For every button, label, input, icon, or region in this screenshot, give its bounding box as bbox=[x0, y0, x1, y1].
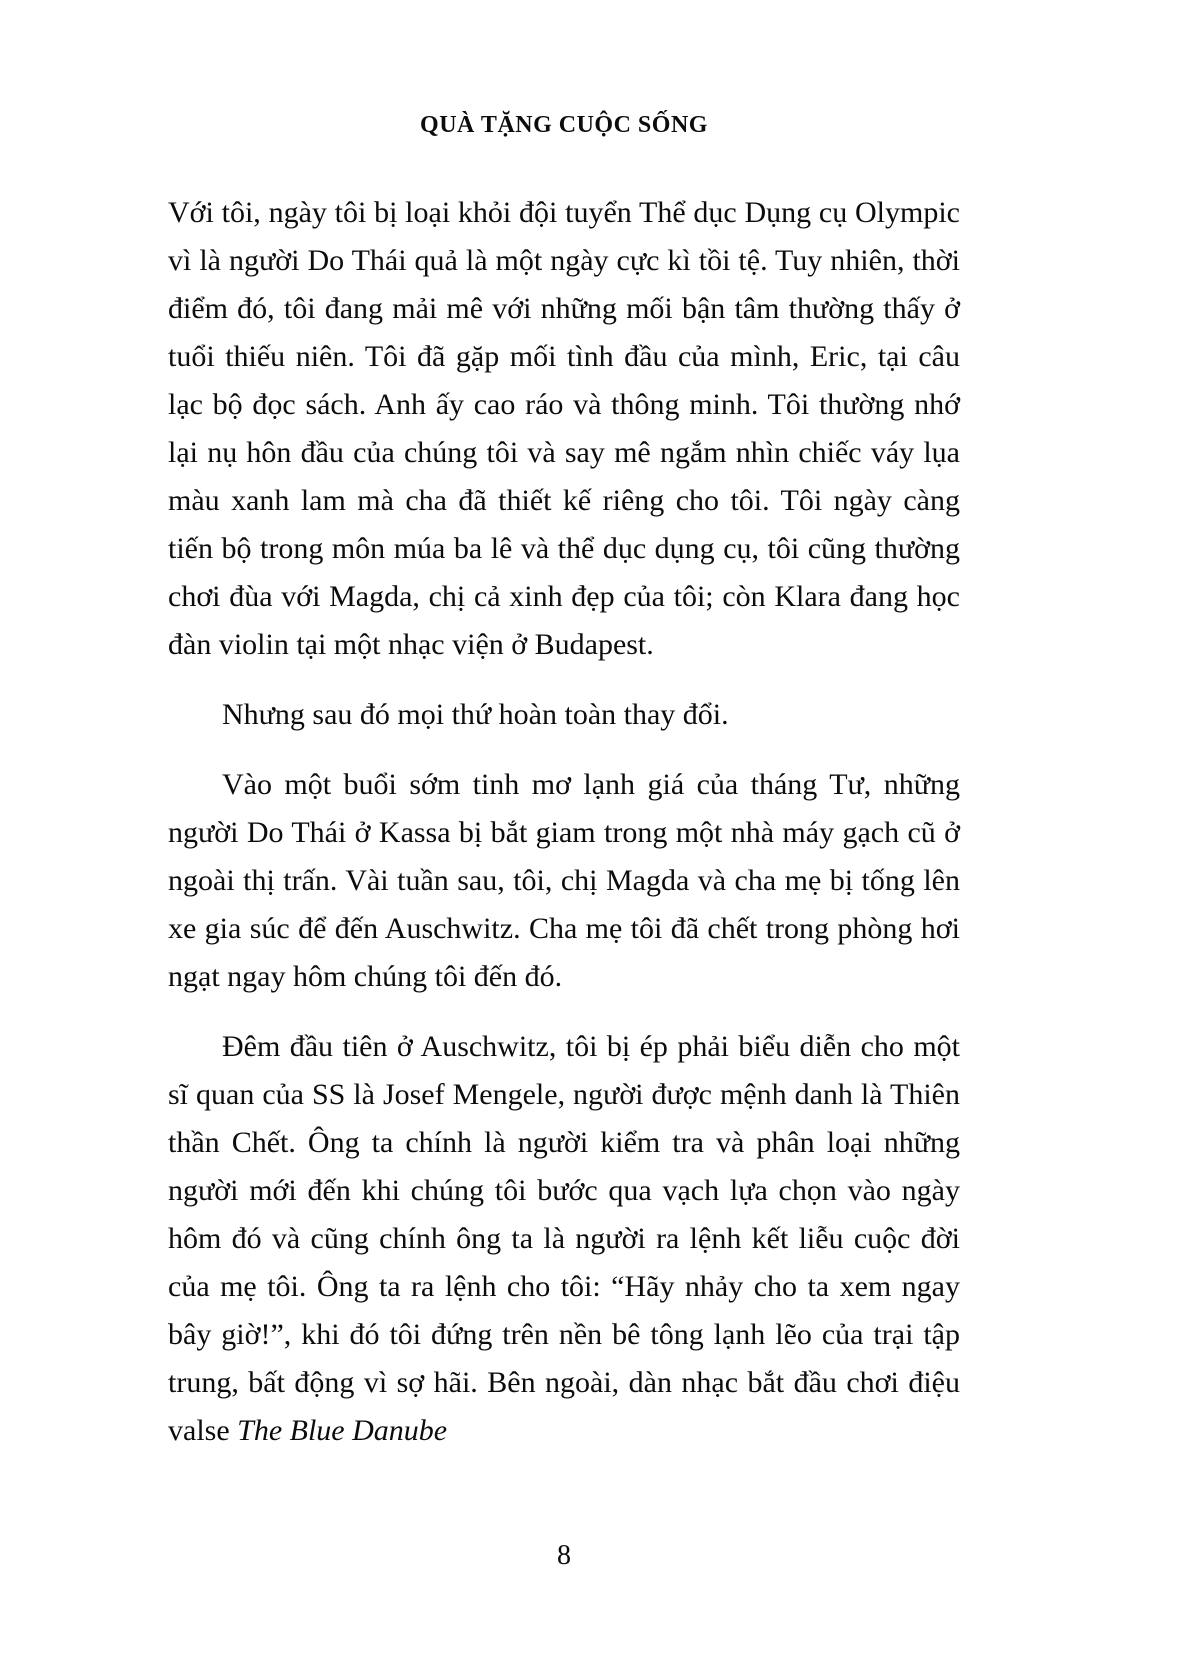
paragraph bbox=[168, 189, 960, 669]
paragraph-text: Nhưng sau đó mọi thứ hoàn toàn thay đổi. bbox=[222, 698, 729, 731]
paragraph-text: Đêm đầu tiên ở Auschwitz, tôi bị ép phải biểu diễn cho một sĩ quan của SS là Josef Mengele, người được mệnh danh là Thiên thần Chết. Ông ta chính là người kiểm tra và phân loại những người mới đến khi chúng tôi bước qua vạch lựa chọn vào ngày hôm đó và cũng chính ông ta là người ra lệnh kết liễu cuộc đời của mẹ tôi. Ông ta ra lệnh cho tôi: “Hãy nhảy cho ta xem ngay bây giờ!”, khi đó tôi đứng trên nền bê tông lạnh lẽo của trại tập trung, bất động vì sợ hãi. Bên ngoài, dàn nhạc bắt đầu chơi điệu valse bbox=[168, 1030, 960, 1447]
paragraph bbox=[168, 1023, 960, 1455]
paragraph bbox=[168, 691, 960, 739]
page-body bbox=[168, 189, 960, 1477]
italic-book-title: The Blue Danube bbox=[237, 1414, 448, 1447]
paragraph bbox=[168, 761, 960, 1001]
running-head: QUÀ TẶNG CUỘC SỐNG bbox=[420, 112, 708, 138]
paragraph-text: Với tôi, ngày tôi bị loại khỏi đội tuyển Thể dục Dụng cụ Olympic vì là người Do Thái quả là một ngày cực kì tồi tệ. Tuy nhiên, thời điểm đó, tôi đang mải mê với những mối bận tâm thường thấy ở tuổi thiếu niên. Tôi đã gặp mối tình đầu của mình, Eric, tại câu lạc bộ đọc sách. Anh ấy cao ráo và thông minh. Tôi thường nhớ lại nụ hôn đầu của chúng tôi và say mê ngắm nhìn chiếc váy lụa màu xanh lam mà cha đã thiết kế riêng cho tôi. Tôi ngày càng tiến bộ trong môn múa ba lê và thể dục dụng cụ, tôi cũng thường chơi đùa với Magda, chị cả xinh đẹp của tôi; còn Klara đang học đàn violin tại một nhạc viện ở Budapest. bbox=[168, 196, 960, 661]
page-number: 8 bbox=[557, 1540, 571, 1571]
paragraph-text: Vào một buổi sớm tinh mơ lạnh giá của tháng Tư, những người Do Thái ở Kassa bị bắt giam trong một nhà máy gạch cũ ở ngoài thị trấn. Vài tuần sau, tôi, chị Magda và cha mẹ bị tống lên xe gia súc để đến Auschwitz. Cha mẹ tôi đã chết trong phòng hơi ngạt ngay hôm chúng tôi đến đó. bbox=[168, 768, 960, 993]
